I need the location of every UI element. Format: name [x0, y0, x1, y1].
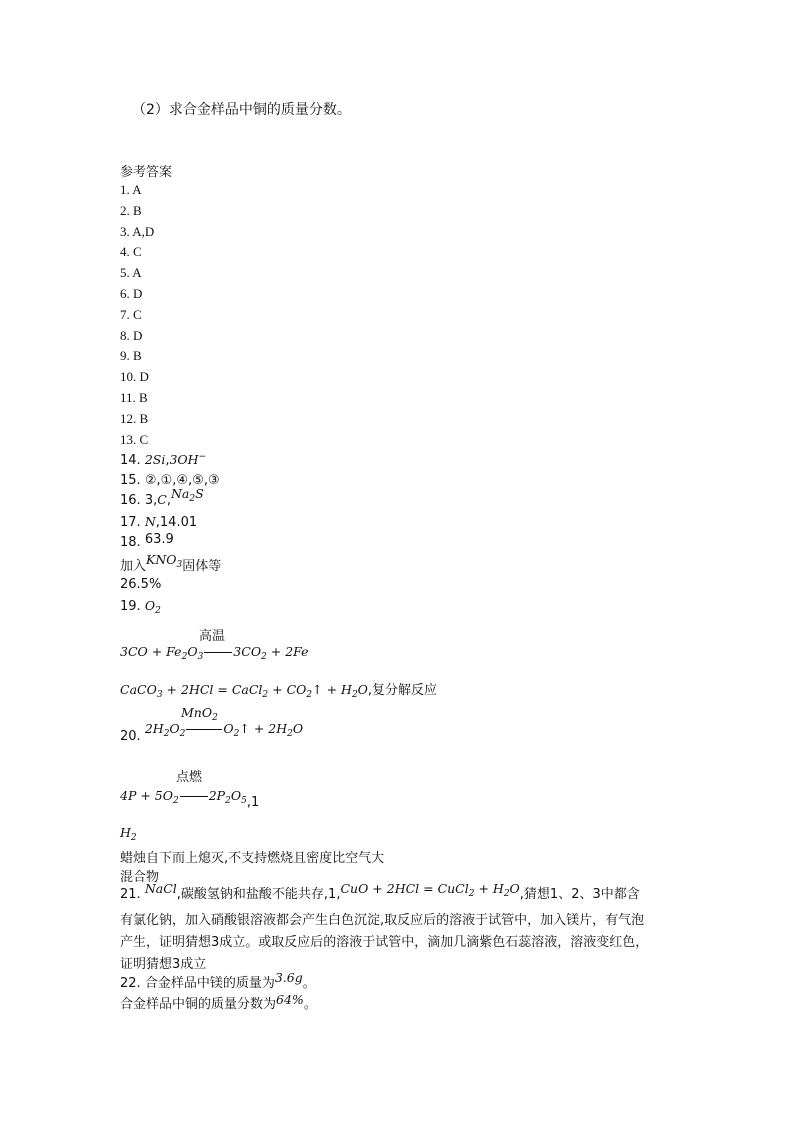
answer-19: 19. $O_2$ [120, 598, 161, 616]
answer-20-catalyst: MnO$_2$ [181, 705, 218, 723]
equation-1: $3CO + Fe_2O_3$ $3CO_2 + 2Fe$ [120, 644, 309, 662]
answer-15: 15. ②,①,④,⑤,③ [120, 473, 220, 488]
answer-item: 6. D [120, 286, 143, 301]
answer-20-line5: 蜡烛自下而上熄灭,不支持燃烧且密度比空气大 [120, 851, 385, 866]
answer-item: 7. C [120, 306, 142, 322]
equation-1-condition: 高温 [199, 629, 226, 644]
answer-20-line6: 混合物 [120, 870, 160, 885]
answer-22-line2: 合金样品中铜的质量分数为64%。 [120, 992, 317, 1012]
answer-16: 16. $3,C,Na_2S$ [120, 486, 204, 508]
answer-item: 3. A,D [120, 223, 155, 239]
answer-item: 12. B [120, 410, 149, 426]
answer-item: 8. D [120, 327, 143, 343]
answer-18: 18. 63.9 [120, 532, 174, 550]
answer-20-h2: $H_2$ [120, 825, 137, 843]
answer-item: 1. A [120, 182, 142, 197]
answer-item: 11. B [120, 390, 148, 405]
answer-22: 22. 合金样品中镁的质量为3.6g。 [120, 970, 316, 991]
answer-item: 5. A [120, 265, 142, 281]
answer-18-line3: 26.5% [120, 577, 162, 592]
equation-2: CaCO$_3$ + 2HCl = CaCl$_2$ + $CO_2↑ + H_2O$,复分解反应 [120, 682, 438, 700]
answer-17: 17. N,14.01 [120, 514, 198, 530]
answer-item: 4. C [120, 244, 142, 260]
answer-20-eq2: $4P + 5O_2$ $2P_2O_5,1$ [120, 788, 260, 810]
answer-14: 14. 2Si,3OH− [120, 452, 207, 468]
answer-item: 10. D [120, 369, 149, 385]
answer-item: 13. C [120, 431, 149, 447]
answer-20-eq1: 20. $2H_2O_2$ $O_2↑ + 2H_2O$ [120, 721, 304, 744]
answer-21: 21. NaCl,碳酸氢钠和盐酸不能共存,1,CuO + 2HCl = CuCl$_2$ + $H_2O$,猜想1、2、3中都含有氯化钠，加入硝酸银溶液都会产生白色沉淀,取反应后的溶液于试管中，加入镁片，有气泡产生，证明猜想3成立。或取反应后的溶液于试管中，滴加几滴紫色石蕊溶液，溶液变红色，证明猜想3成立 [120, 881, 649, 972]
answer-item: 2. B [120, 202, 142, 218]
answer-20-condition: 点燃 [176, 770, 203, 785]
answer-18-line2: 加入$KNO_3$固体等 [120, 552, 222, 574]
answers-title: 参考答案 [120, 165, 173, 180]
question-text: （2）求合金样品中铜的质量分数。 [132, 102, 351, 118]
answer-item: 9. B [120, 348, 142, 364]
